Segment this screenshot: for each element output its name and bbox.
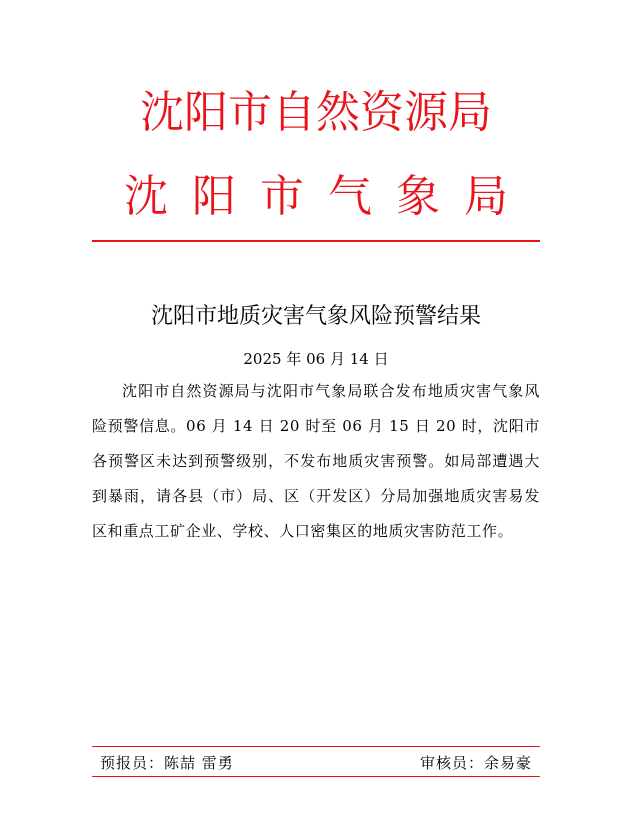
issuer-name-natural-resources: 沈阳市自然资源局 [140,87,492,138]
forecaster-label: 预报员：陈喆 雷勇 [100,754,234,772]
header-divider [92,240,540,242]
footer-divider-top [92,746,540,747]
document-body: 沈阳市自然资源局与沈阳市气象局联合发布地质灾害气象风险预警信息。06 月 14 日 20 时至 06 月 15 日 20 时，沈阳市各预警区未达到预警级别，不发布地质灾害预警。如局部遭遇大到暴雨，请各县（市）局、区（开发区）分局加强地质灾害易发区和重点工矿企业、学校、人口密集区的地质灾害防范工作。 [92,382,540,540]
reviewer-label: 审核员：余易豪 [419,754,532,772]
issuer-name-meteorology: 沈阳市气象局 [124,171,532,222]
document-date: 2025 年 06 月 14 日 [243,350,389,368]
document-title: 沈阳市地质灾害气象风险预警结果 [150,304,481,329]
footer-signatures [100,752,532,774]
footer-divider-bottom [92,776,540,777]
